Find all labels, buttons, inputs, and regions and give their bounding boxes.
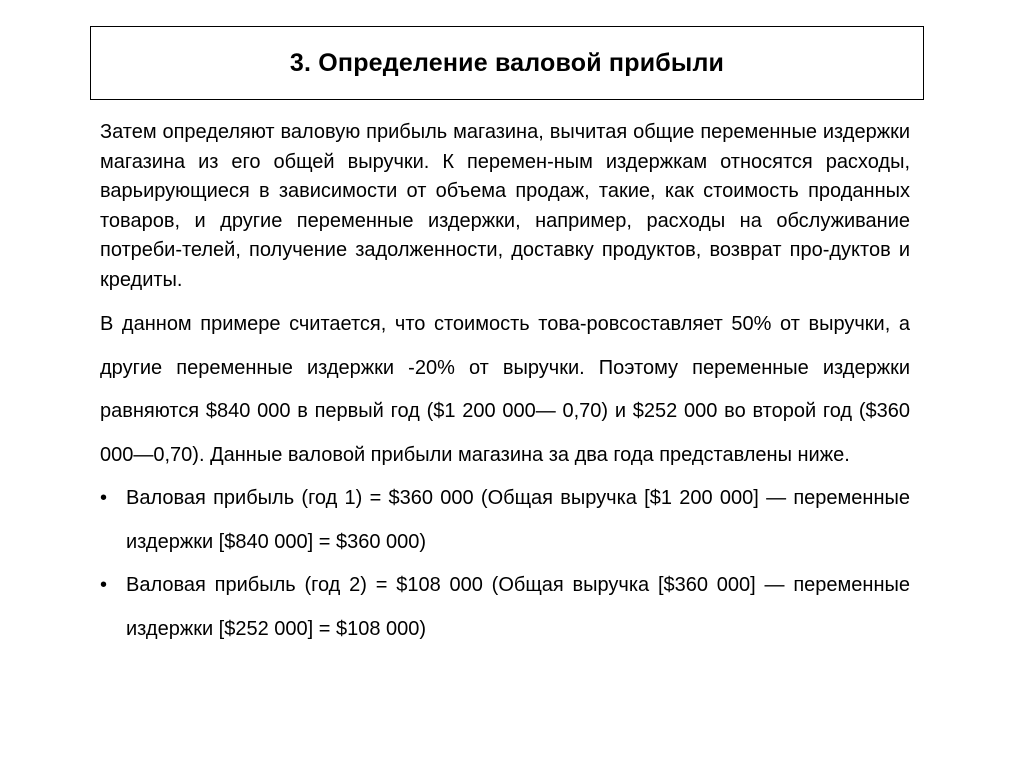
paragraph-gross-profit-definition: Затем определяют валовую прибыль магазина, вычитая общие переменные издержки магазина из его общей выручки. К перемен-ным издержкам относятся расходы, варьирующиеся в зависимости от объема продаж, такие, как стоимость проданных товаров, и другие переменные издержки, например, расходы на обслуживание потреби-телей, получение задолженности, доставку продуктов, возврат про-дуктов и кредиты. [100, 121, 910, 291]
list-item-year-1 [100, 477, 910, 564]
list-item-text: Валовая прибыль (год 2) = $108 000 (Общая выручка [$360 000] — переменные издержки [$252 000] = $108 000) [126, 574, 910, 640]
slide-title-box [90, 26, 924, 100]
bullet-icon: • [100, 487, 108, 509]
list-item-text: Валовая прибыль (год 1) = $360 000 (Общая выручка [$1 200 000] — переменные издержки [$840 000] = $360 000) [126, 487, 910, 553]
paragraph-example-assumptions: В данном примере считается, что стоимость това-ровсоставляет 50% от выручки, а другие переменные издержки -20% от выручки. Поэтому переменные издержки равняются $840 000 в первый год ($1 200 000— 0,70) и $252 000 во второй год ($360 000—0,70). Данные валовой прибыли магазина за два года представлены ниже. [100, 313, 910, 466]
gross-profit-list [100, 477, 910, 651]
slide-body [100, 118, 910, 651]
list-item-year-2 [100, 564, 910, 651]
slide-title: 3. Определение валовой прибыли [289, 48, 725, 77]
bullet-icon: • [100, 574, 108, 596]
